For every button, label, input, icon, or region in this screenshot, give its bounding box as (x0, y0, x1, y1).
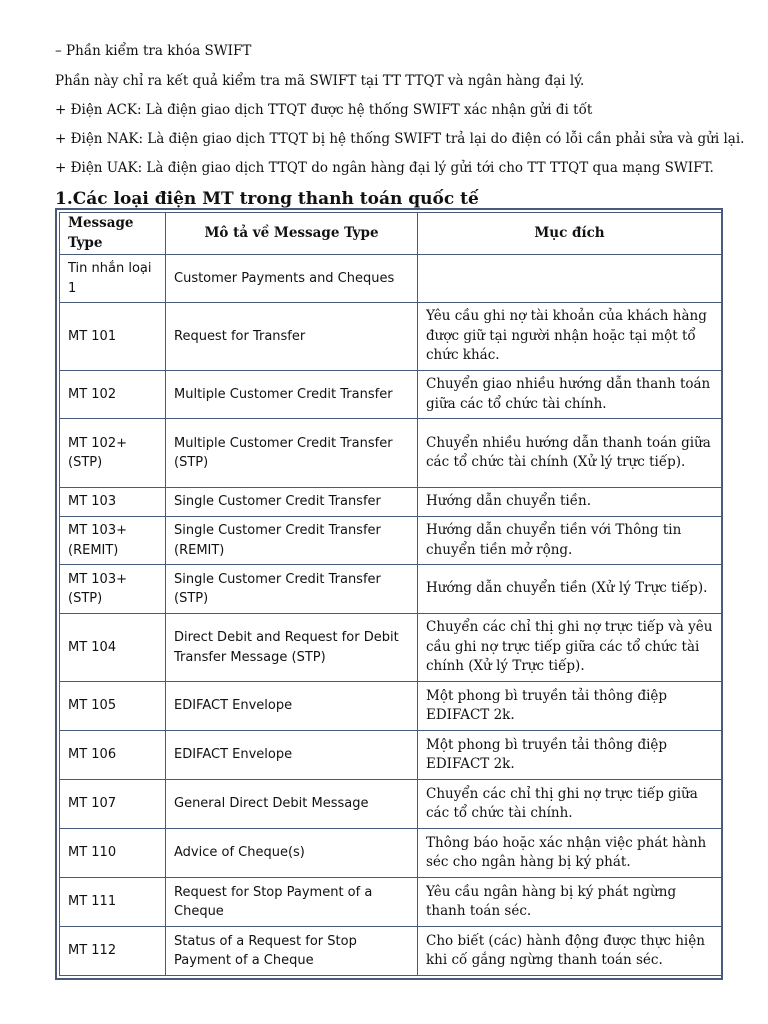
description-cell: Status of a Request for Stop Payment of a Cheque (166, 927, 418, 976)
purpose-cell: Một phong bì truyền tải thông điệp EDIFACT 2k. (418, 682, 722, 731)
uak-definition: + Điện UAK: Là điện giao dịch TTQT do ngân hàng đại lý gửi tới cho TT TTQT qua mạng SWIFT. (55, 160, 714, 176)
message-type-cell: MT 102 (60, 371, 166, 419)
message-type-cell: MT 105 (60, 682, 166, 731)
purpose-cell: Chuyển các chỉ thị ghi nợ trực tiếp giữa các tổ chức tài chính. (418, 780, 722, 829)
purpose-cell (418, 255, 722, 303)
section-heading: 1.Các loại điện MT trong thanh toán quốc tế (55, 189, 479, 209)
table-row (60, 780, 722, 829)
message-type-cell: MT 103+ (STP) (60, 565, 166, 614)
section-subtitle: – Phần kiểm tra khóa SWIFT (55, 43, 252, 59)
message-type-cell: MT 102+ (STP) (60, 419, 166, 488)
header-purpose: Mục đích (418, 213, 722, 255)
purpose-cell: Hướng dẫn chuyển tiền. (418, 488, 722, 517)
purpose-cell: Một phong bì truyền tải thông điệp EDIFACT 2k. (418, 731, 722, 780)
table-row (60, 488, 722, 517)
description-cell: Direct Debit and Request for Debit Transfer Message (STP) (166, 614, 418, 682)
table-row (60, 371, 722, 419)
table-row (60, 565, 722, 614)
message-type-cell: MT 110 (60, 829, 166, 878)
description-cell: General Direct Debit Message (166, 780, 418, 829)
table-row (60, 614, 722, 682)
table-body (60, 255, 722, 976)
message-type-cell: MT 106 (60, 731, 166, 780)
description-cell: Request for Transfer (166, 303, 418, 371)
message-type-cell: MT 101 (60, 303, 166, 371)
purpose-cell: Chuyển nhiều hướng dẫn thanh toán giữa các tổ chức tài chính (Xử lý trực tiếp). (418, 419, 722, 488)
table-row (60, 517, 722, 565)
description-cell: Customer Payments and Cheques (166, 255, 418, 303)
table-row (60, 829, 722, 878)
purpose-cell: Chuyển giao nhiều hướng dẫn thanh toán giữa các tổ chức tài chính. (418, 371, 722, 419)
description-cell: Advice of Cheque(s) (166, 829, 418, 878)
table-row (60, 878, 722, 927)
message-type-cell: MT 104 (60, 614, 166, 682)
intro-paragraph: Phần này chỉ ra kết quả kiểm tra mã SWIFT tại TT TTQT và ngân hàng đại lý. (55, 73, 585, 89)
table-row (60, 682, 722, 731)
message-type-cell: MT 107 (60, 780, 166, 829)
message-type-cell: MT 112 (60, 927, 166, 976)
description-cell: Multiple Customer Credit Transfer (STP) (166, 419, 418, 488)
table-row (60, 731, 722, 780)
header-message-type: Message Type (60, 213, 166, 255)
header-description: Mô tả về Message Type (166, 213, 418, 255)
description-cell: Multiple Customer Credit Transfer (166, 371, 418, 419)
table-row (60, 927, 722, 976)
mt-table-frame (55, 208, 723, 980)
message-type-cell: MT 103+ (REMIT) (60, 517, 166, 565)
purpose-cell: Yêu cầu ngân hàng bị ký phát ngừng thanh toán séc. (418, 878, 722, 927)
mt-table (59, 212, 722, 976)
purpose-cell: Chuyển các chỉ thị ghi nợ trực tiếp và yêu cầu ghi nợ trực tiếp giữa các tổ chức tài chính (Xử lý Trực tiếp). (418, 614, 722, 682)
nak-definition: + Điện NAK: Là điện giao dịch TTQT bị hệ thống SWIFT trả lại do điện có lỗi cần phải sửa và gửi lại. (55, 131, 745, 147)
purpose-cell: Thông báo hoặc xác nhận việc phát hành séc cho ngân hàng bị ký phát. (418, 829, 722, 878)
purpose-cell: Cho biết (các) hành động được thực hiện khi cố gắng ngừng thanh toán séc. (418, 927, 722, 976)
ack-definition: + Điện ACK: Là điện giao dịch TTQT được hệ thống SWIFT xác nhận gửi đi tốt (55, 102, 593, 118)
message-type-cell: Tin nhắn loại 1 (60, 255, 166, 303)
table-row (60, 303, 722, 371)
purpose-cell: Yêu cầu ghi nợ tài khoản của khách hàng được giữ tại người nhận hoặc tại một tổ chức khác. (418, 303, 722, 371)
purpose-cell: Hướng dẫn chuyển tiền với Thông tin chuyển tiền mở rộng. (418, 517, 722, 565)
table-header-row (60, 213, 722, 255)
description-cell: EDIFACT Envelope (166, 731, 418, 780)
description-cell: Single Customer Credit Transfer (REMIT) (166, 517, 418, 565)
message-type-cell: MT 103 (60, 488, 166, 517)
message-type-cell: MT 111 (60, 878, 166, 927)
description-cell: Single Customer Credit Transfer (STP) (166, 565, 418, 614)
description-cell: Request for Stop Payment of a Cheque (166, 878, 418, 927)
table-row (60, 255, 722, 303)
description-cell: EDIFACT Envelope (166, 682, 418, 731)
purpose-cell: Hướng dẫn chuyển tiền (Xử lý Trực tiếp). (418, 565, 722, 614)
table-row (60, 419, 722, 488)
description-cell: Single Customer Credit Transfer (166, 488, 418, 517)
